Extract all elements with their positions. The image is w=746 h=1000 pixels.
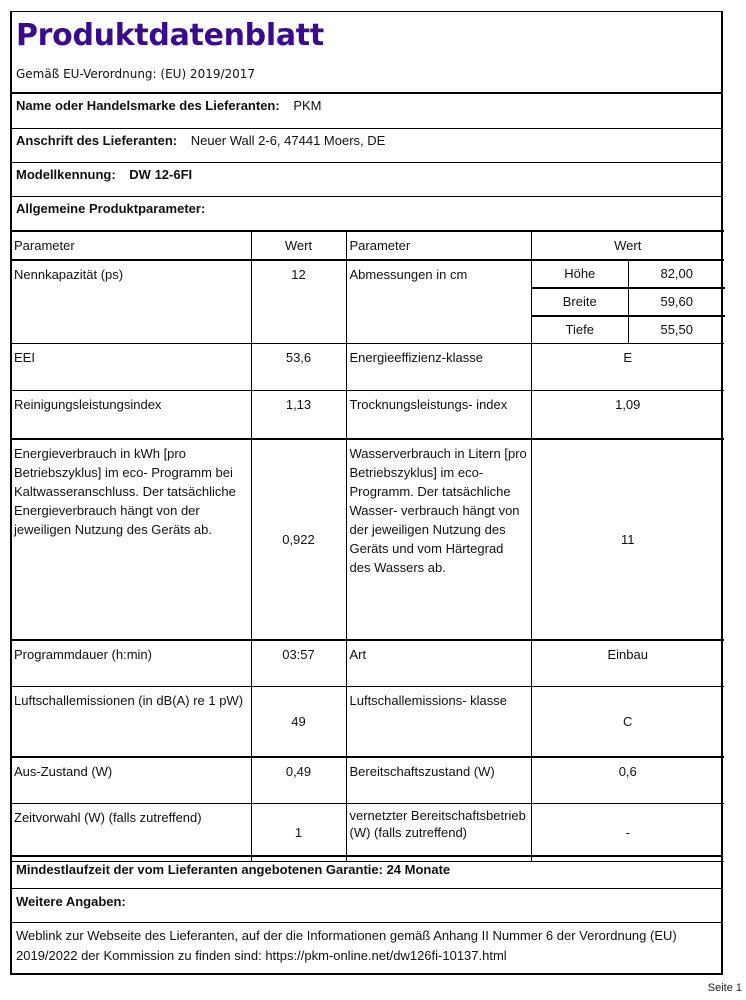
parameter-table [11,230,724,862]
value-noise-emission: 49 [251,687,346,757]
value-eei: 53,6 [251,344,346,391]
table-row [11,687,724,757]
model-row [12,163,721,197]
value-off-mode: 0,49 [251,757,346,804]
table-row [11,391,724,439]
dimension-value: 59,60 [629,288,725,316]
value-delay-start: 1 [251,804,346,862]
value-standby: 0,6 [531,757,724,804]
dimension-label: Höhe [532,261,629,288]
dimensions-cell [531,260,724,344]
further-info-row [12,889,721,923]
weblink-text[interactable]: Weblink zur Webseite des Lieferanten, auf der die Informationen gemäß Anhang II Nummer 6 der Verordnung (EU) 2019/2022 der Kommission zu finden sind: https://pkm-online.net/dw126fi-10137.html [16,928,677,963]
dimension-label: Breite [532,288,629,316]
param-type: Art [346,640,531,687]
table-row [11,344,724,391]
param-energy-class: Energieeffizienz-klasse [346,344,531,391]
dimension-value: 55,50 [629,316,725,343]
further-info-heading: Weitere Angaben: [16,894,126,909]
param-noise-class: Luftschallemissions- klasse [346,687,531,757]
col-header-parameter-1: Parameter [11,231,251,260]
param-noise-emission: Luftschallemissionen (in dB(A) re 1 pW) [11,687,251,757]
dimension-label: Tiefe [532,316,629,343]
value-water-consumption: 11 [531,439,724,640]
param-cleaning-index: Reinigungsleistungsindex [11,391,251,439]
param-dimensions: Abmessungen in cm [346,260,531,344]
dimension-row-width [532,288,725,316]
table-row [11,260,724,344]
value-type: Einbau [531,640,724,687]
value-drying-index: 1,09 [531,391,724,439]
page-number: Seite 1 [707,982,742,994]
product-data-sheet [10,11,723,975]
dimensions-table [532,261,725,343]
col-header-value-1: Wert [251,231,346,260]
sheet-header [12,12,721,94]
value-energy-class: E [531,344,724,391]
weblink-row [12,923,721,974]
dimension-row-height [532,261,725,288]
warranty-text: Mindestlaufzeit der vom Lieferanten angebotenen Garantie: 24 Monate [16,862,451,877]
param-water-consumption: Wasserverbrauch in Litern [pro Betriebszyklus] im eco- Programm. Der tatsächliche Wasser- verbrauch hängt von der jeweiligen Nutzung des Geräts und vom Härtegrad des Wassers ab. [346,439,531,640]
value-capacity: 12 [251,260,346,344]
model-label: Modellkennung: [16,167,116,182]
col-header-parameter-2: Parameter [346,231,531,260]
page-title: Produktdatenblatt [16,18,324,53]
supplier-address-label: Anschrift des Lieferanten: [16,133,178,148]
value-networked-standby: - [531,804,724,862]
param-delay-start: Zeitvorwahl (W) (falls zutreffend) [11,804,251,862]
warranty-row [12,855,721,889]
param-program-duration: Programmdauer (h:min) [11,640,251,687]
table-header-row [11,231,724,260]
table-row [11,804,724,862]
param-networked-standby: vernetzter Bereitschaftsbetrieb (W) (falls zutreffend) [346,804,531,862]
table-row [11,439,724,640]
param-standby: Bereitschaftszustand (W) [346,757,531,804]
param-eei: EEI [11,344,251,391]
param-capacity: Nennkapazität (ps) [11,260,251,344]
supplier-name-value: PKM [293,98,322,113]
value-energy-consumption: 0,922 [251,439,346,640]
supplier-name-row [12,94,721,129]
supplier-name-label: Name oder Handelsmarke des Lieferanten: [16,98,280,113]
value-cleaning-index: 1,13 [251,391,346,439]
param-energy-consumption: Energieverbrauch in kWh [pro Betriebszyklus] im eco- Programm bei Kaltwasseranschluss. Der tatsächliche Energieverbrauch hängt von der jeweiligen Nutzung des Geräts ab. [11,439,251,640]
table-row [11,757,724,804]
general-params-heading: Allgemeine Produktparameter: [16,201,206,216]
dimension-value: 82,00 [629,261,725,288]
param-off-mode: Aus-Zustand (W) [11,757,251,804]
general-params-row [12,197,721,231]
regulation-subtitle: Gemäß EU-Verordnung: (EU) 2019/2017 [16,67,256,81]
table-row [11,640,724,687]
param-drying-index: Trocknungsleistungs- index [346,391,531,439]
dimension-row-depth [532,316,725,343]
col-header-value-2: Wert [531,231,724,260]
value-program-duration: 03:57 [251,640,346,687]
supplier-address-value: Neuer Wall 2-6, 47441 Moers, DE [190,133,386,148]
supplier-address-row [12,129,721,163]
value-noise-class: C [531,687,724,757]
model-value: DW 12-6FI [129,167,193,182]
